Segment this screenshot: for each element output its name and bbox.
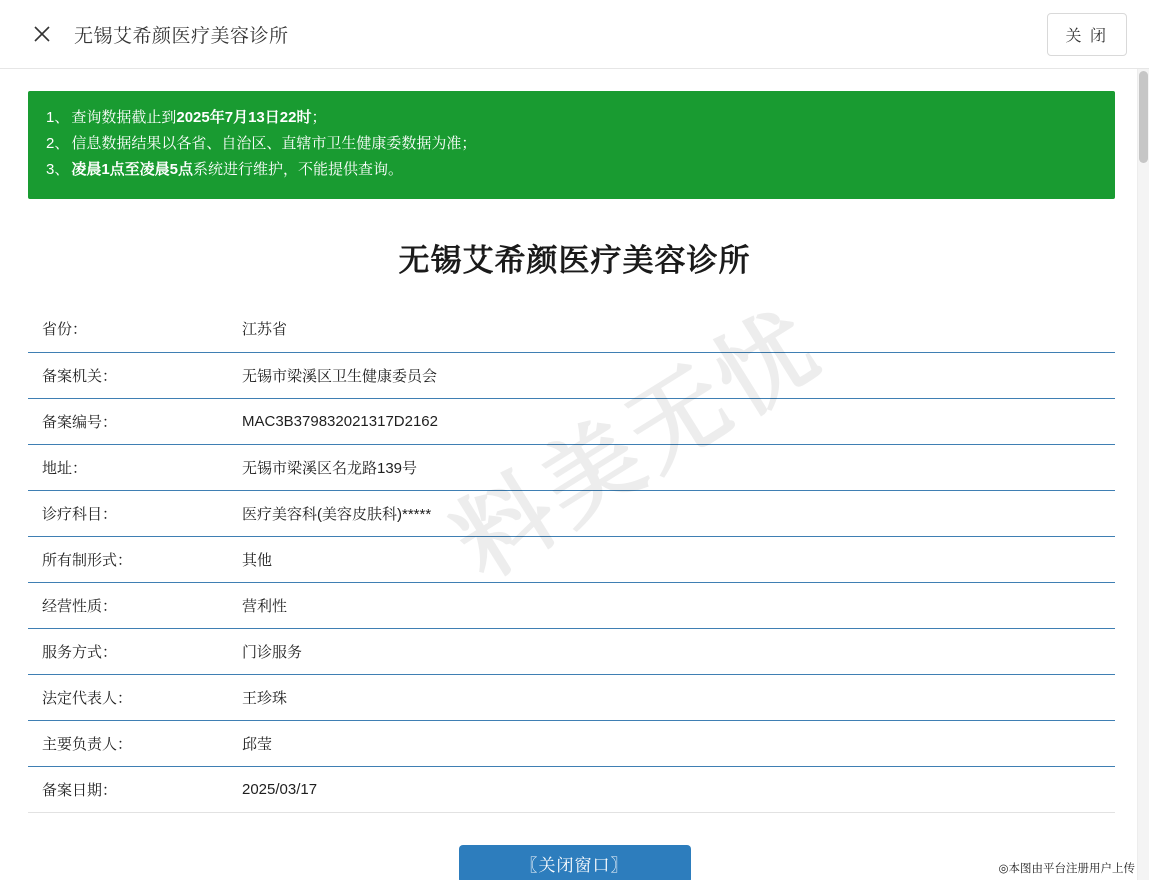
row-value: 邱莹 <box>226 720 1115 766</box>
row-value: 医疗美容科(美容皮肤科)***** <box>226 490 1115 536</box>
notice-text: 查询数据截止到 <box>71 109 177 126</box>
notice-strong: 2025年7月13日22时 <box>176 109 312 126</box>
row-label: 地址： <box>28 444 226 490</box>
table-row <box>28 536 1115 582</box>
close-window-button[interactable]: 〖关闭窗口〗 <box>459 845 691 880</box>
row-value: MAC3B379832021317D2162 <box>226 398 1115 444</box>
window-content <box>0 69 1149 880</box>
row-label: 法定代表人： <box>28 674 226 720</box>
row-value: 营利性 <box>226 582 1115 628</box>
row-value: 2025/03/17 <box>226 766 1115 812</box>
row-value: 无锡市梁溪区卫生健康委员会 <box>226 352 1115 398</box>
close-icon[interactable] <box>28 20 56 48</box>
table-row <box>28 674 1115 720</box>
notice-banner <box>28 91 1115 199</box>
row-label: 省份： <box>28 306 226 352</box>
notice-suffix: 系统进行维护，不能提供查询。 <box>193 161 404 178</box>
row-value: 无锡市梁溪区名龙路139号 <box>226 444 1115 490</box>
notice-line <box>46 157 1097 183</box>
table-row <box>28 352 1115 398</box>
row-value: 江苏省 <box>226 306 1115 352</box>
window-titlebar <box>0 0 1149 69</box>
notice-strong: 凌晨1点至凌晨5点 <box>71 161 194 178</box>
row-label: 备案日期： <box>28 766 226 812</box>
row-value: 其他 <box>226 536 1115 582</box>
row-value: 王珍珠 <box>226 674 1115 720</box>
vertical-scrollbar[interactable] <box>1137 69 1149 880</box>
row-label: 备案机关： <box>28 352 226 398</box>
row-label: 备案编号： <box>28 398 226 444</box>
table-row <box>28 306 1115 352</box>
notice-index: 2、 <box>46 135 70 152</box>
scrollbar-thumb[interactable] <box>1139 71 1148 163</box>
notice-line <box>46 105 1097 131</box>
table-row <box>28 720 1115 766</box>
table-row <box>28 582 1115 628</box>
table-row <box>28 444 1115 490</box>
row-label: 主要负责人： <box>28 720 226 766</box>
notice-index: 1、 <box>46 109 70 126</box>
table-row <box>28 766 1115 812</box>
upload-credit: ◎本图由平台注册用户上传 <box>998 863 1135 875</box>
page-title: 无锡艾希颜医疗美容诊所 <box>398 243 751 278</box>
footer-actions <box>28 845 1121 880</box>
close-button[interactable]: 关 闭 <box>1047 13 1127 56</box>
notice-suffix: ； <box>311 109 327 126</box>
table-row <box>28 490 1115 536</box>
row-label: 所有制形式： <box>28 536 226 582</box>
table-row <box>28 398 1115 444</box>
notice-text: 信息数据结果以各省、自治区、直辖市卫生健康委数据为准； <box>71 135 477 152</box>
window-title: 无锡艾希颜医疗美容诊所 <box>74 25 289 47</box>
table-row <box>28 628 1115 674</box>
row-label: 诊疗科目： <box>28 490 226 536</box>
record-table <box>28 306 1115 813</box>
notice-line <box>46 131 1097 157</box>
notice-index: 3、 <box>46 161 70 178</box>
row-value: 门诊服务 <box>226 628 1115 674</box>
row-label: 服务方式： <box>28 628 226 674</box>
row-label: 经营性质： <box>28 582 226 628</box>
watermark: 料美无忧 <box>436 290 840 598</box>
